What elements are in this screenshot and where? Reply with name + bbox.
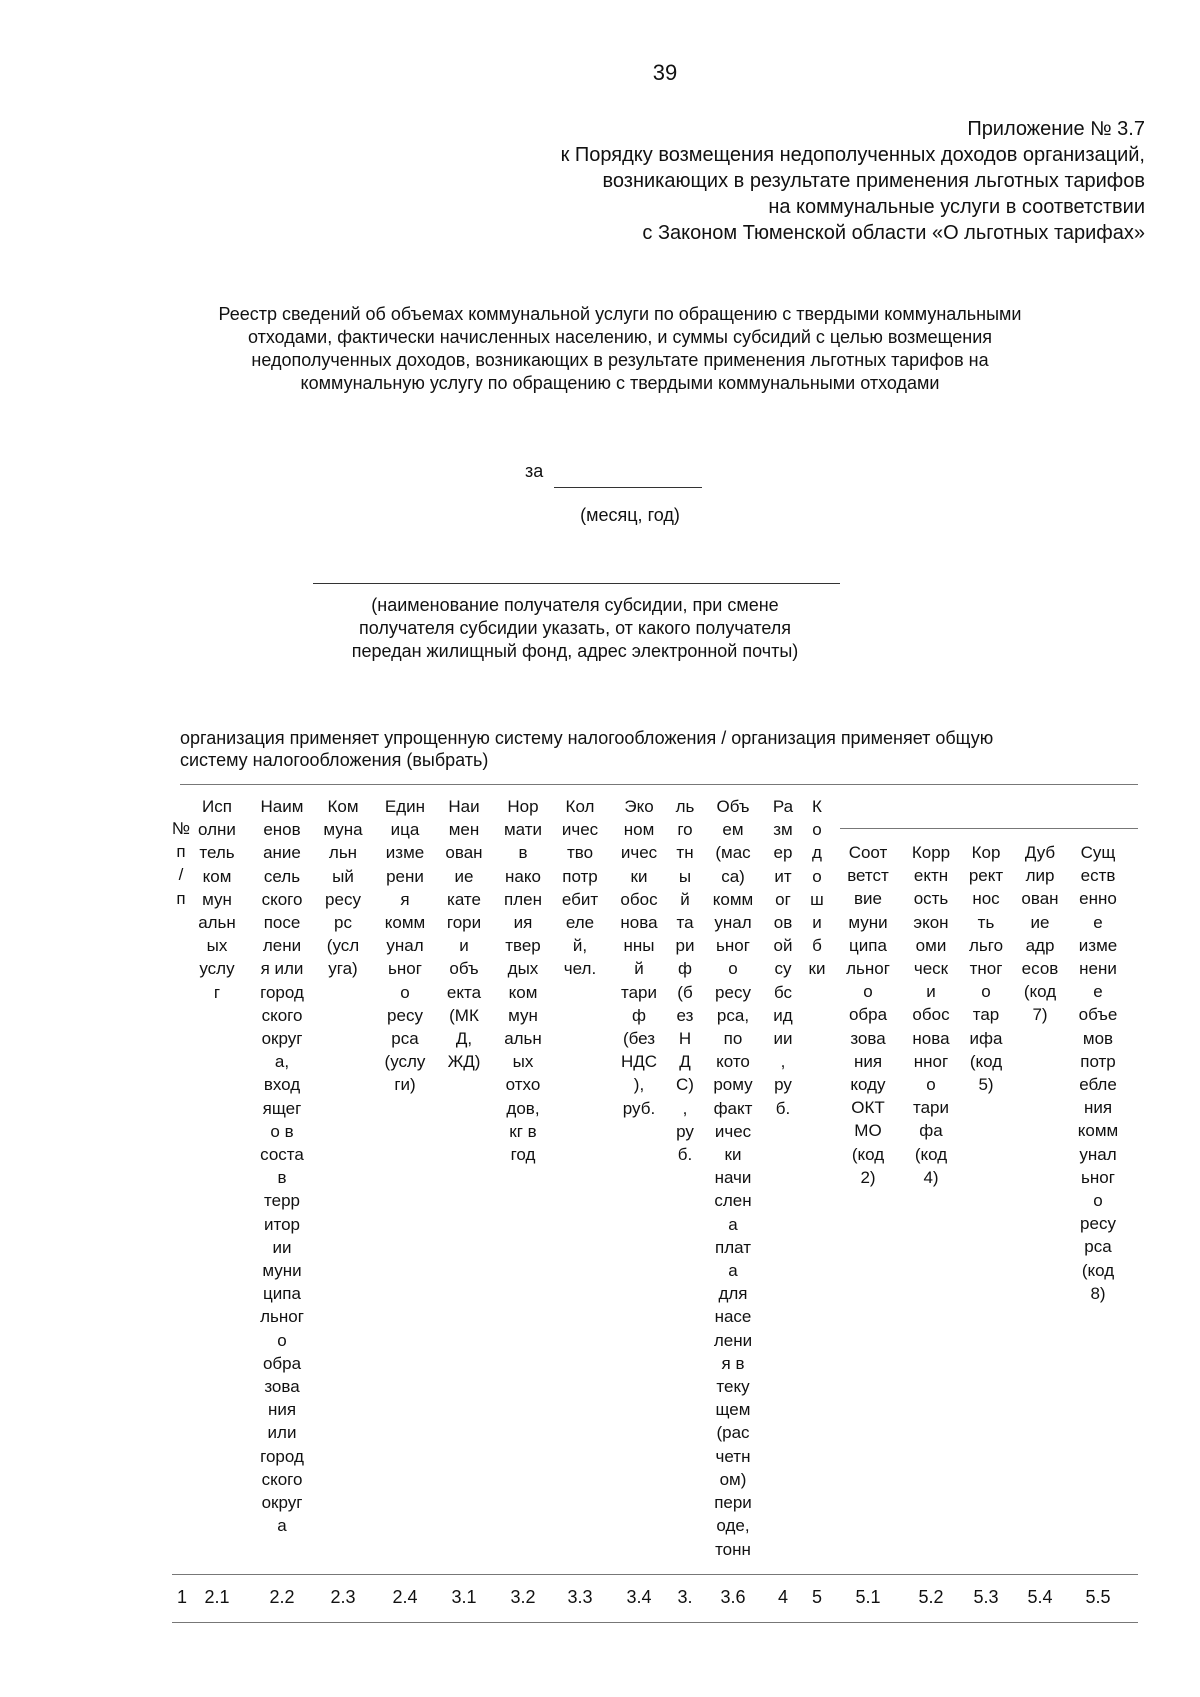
column-number: 2.3 [330,1587,356,1607]
column-number: 2.2 [269,1587,295,1607]
column-number: 4 [777,1587,788,1607]
column-number: 3.6 [720,1587,746,1607]
appendix-line: с Законом Тюменской области «О льготных тарифах» [642,222,1145,244]
title-line: Реестр сведений об объемах коммунальной услуги по обращению с твердыми коммунальными [218,304,1022,324]
table-header-cell: Кор рект нос ть льго тног о тар ифа (код 5) [968,843,1004,1095]
table-header-cell: Исп олни тель ком мун альн ых услу г [198,797,236,1002]
period-blank-line [554,487,702,488]
table-header-cell: Ра зм ер ит ог ов ой су бс ид ии , ру б. [772,797,794,1118]
column-number: 3.4 [626,1587,652,1607]
column-number: 5.1 [855,1587,881,1607]
table-bottom-rule [172,1622,1138,1623]
appendix-line: возникающих в результате применения льготных тарифов [602,170,1145,192]
column-number: 3.2 [510,1587,536,1607]
table-header-cell: Нор мати в нако плен ия твер дых ком мун альн ых отхо дов, кг в год [503,797,543,1165]
column-number: 2.1 [204,1587,230,1607]
column-number: 3. [677,1587,693,1607]
column-number: 2.4 [392,1587,418,1607]
appendix-heading [385,116,1145,246]
table-header-cell: Дуб лир ован ие адр есов (код 7) [1021,843,1059,1025]
tax-note-line: систему налогообложения (выбрать) [180,750,489,770]
table-header-cell: Наим енов ание сель ского посе лени я или город ского округ а, вход ящег о в соста в терр итор ии муни ципа льног о обра зова ния или город ского округ а [260,797,304,1536]
table-header-cell: Ком муна льн ый ресу рс (усл уга) [323,797,363,979]
title-line: коммунальную услугу по обращению с твердыми коммунальными отходами [300,373,940,393]
appendix-line: на коммунальные услуги в соответствии [768,196,1145,218]
column-number: 1 [176,1587,187,1607]
title-line: недополученных доходов, возникающих в результате применения льготных тарифов на [251,350,989,370]
column-number: 3.3 [567,1587,593,1607]
recipient-blank-line [313,583,840,584]
table-header-cell: Един ица изме рени я комм унал ьног о ресу рса (услу ги) [384,797,426,1095]
appendix-line: к Порядку возмещения недополученных доходов организаций, [560,144,1145,166]
table-header-cell: ль го тн ы й та ри ф (б ез Н Д С) , ру б. [675,797,695,1165]
table-header-cell: Наи мен ован ие кате гори и объ екта (МК Д, ЖД) [445,797,483,1072]
recipient-line: передан жилищный фонд, адрес электронной почты) [351,641,799,661]
title-line: отходами, фактически начисленных населению, и суммы субсидий с целью возмещения [247,327,993,347]
table-header-cell: Сущ еств енно е изме нени е объе мов потр ебле ния комм унал ьног о ресу рса (код 8) [1077,843,1119,1303]
header-bottom-rule [172,1574,1138,1575]
table-header-cell: № п / п [171,819,191,908]
tax-note-line: организация применяет упрощенную систему налогообложения / организация применяет общую [180,728,994,748]
column-number: 5.4 [1027,1587,1053,1607]
table-top-rule [180,784,1138,785]
period-caption: (месяц, год) [580,505,680,525]
period-prefix: за [525,461,544,481]
recipient-line: (наименование получателя субсидии, при смене [371,595,779,615]
table-header-cell: Объ ем (мас са) комм унал ьног о ресу рса, по кото рому факт ичес ки начи слен а плат а для насе лени я в теку щем (рас четн ом) пери оде, тонн [712,797,754,1559]
recipient-line: получателя субсидии указать, от какого получателя [358,618,792,638]
error-codes-rule [840,828,1138,829]
page-number: 39 [652,60,678,85]
appendix-line: Приложение № 3.7 [967,118,1145,140]
column-number: 5 [811,1587,822,1607]
table-header-cell: Эко ном ичес ки обос нова нны й тари ф (без НДС ), руб. [620,797,658,1118]
table-header-cell: Кол ичес тво потр ебит еле й, чел. [561,797,599,979]
column-number: 5.5 [1085,1587,1111,1607]
column-number: 5.2 [918,1587,944,1607]
table-header-cell: Соот ветст вие муни ципа льног о обра зова ния коду ОКТ МО (код 2) [846,843,890,1187]
document-title [170,303,1070,395]
column-number: 5.3 [973,1587,999,1607]
table-header-cell: Корр ектн ость экон оми ческ и обос нова нног о тари фа (код 4) [911,843,951,1187]
table-header-cell: К о д о ш и б ки [808,797,826,979]
column-number: 3.1 [451,1587,477,1607]
tax-system-note [180,727,1110,771]
recipient-caption [305,594,845,663]
